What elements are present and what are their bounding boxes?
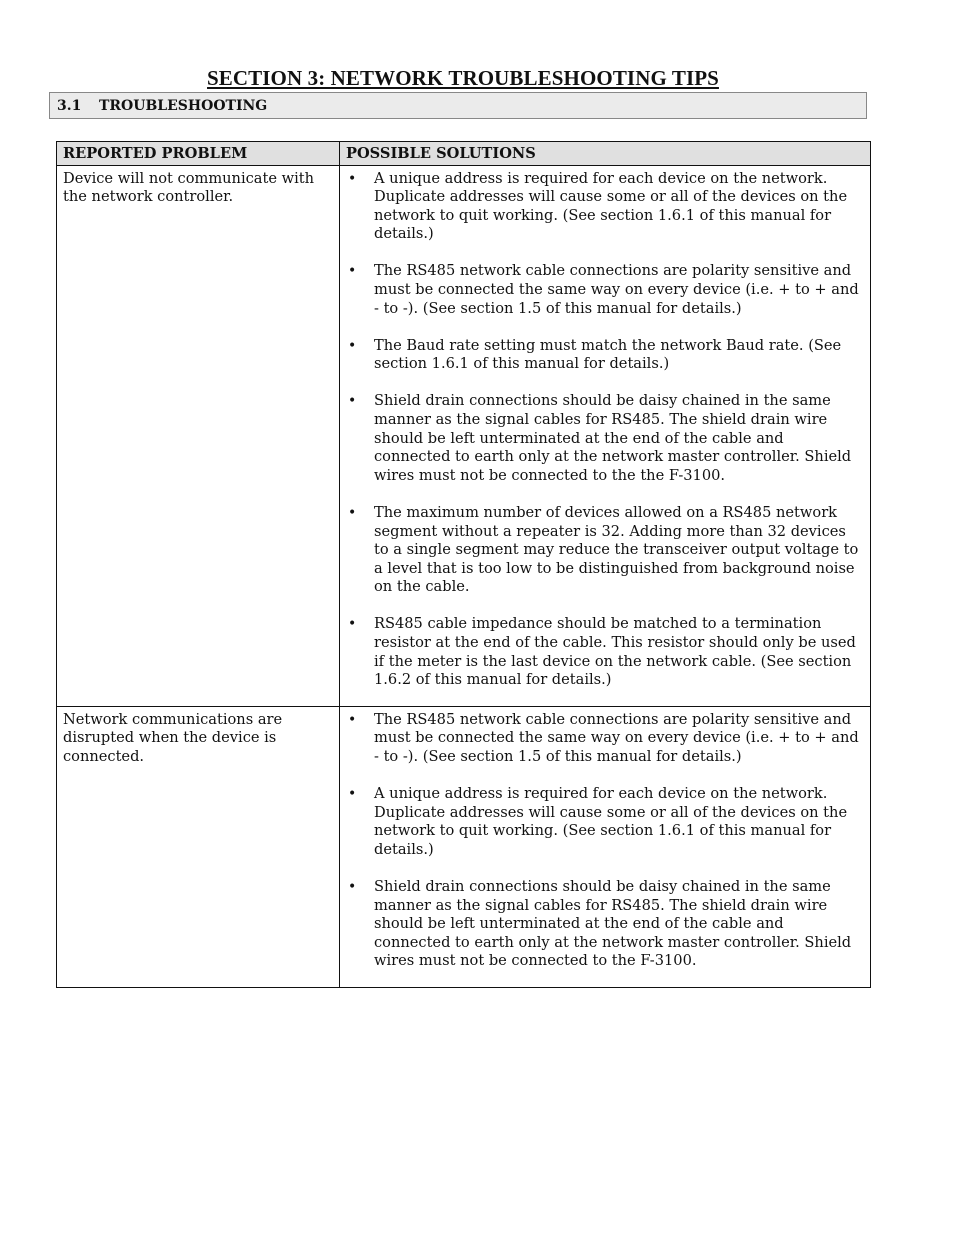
solution-item <box>346 615 864 689</box>
bullet-icon: • <box>348 170 357 187</box>
bullet-icon: • <box>348 504 357 521</box>
subsection-number: 3.1 <box>57 97 82 114</box>
bullet-icon: • <box>348 263 357 280</box>
solution-text: The Baud rate setting must match the network Baud rate. (See section 1.6.1 of this manual for details.) <box>374 336 842 373</box>
solution-item <box>346 392 864 485</box>
subsection-title: TROUBLESHOOTING <box>99 97 268 114</box>
solution-item <box>346 262 864 318</box>
table-header-row <box>57 142 871 166</box>
solution-item <box>346 785 864 859</box>
bullet-icon: • <box>348 711 357 728</box>
solution-item <box>346 337 864 374</box>
solution-text: Shield drain connections should be daisy chained in the same manner as the signal cables for RS485. The shield drain wire should be left unterminated at the end of the cable and connected to earth only at the network master controller. Shield wires must not be connected to the the F-3100. <box>374 392 852 484</box>
solution-item <box>346 878 864 971</box>
bullet-icon: • <box>348 616 357 633</box>
bullet-icon: • <box>348 786 357 803</box>
solution-list <box>346 170 864 690</box>
subsection-heading <box>49 92 867 119</box>
solution-list <box>346 711 864 971</box>
solution-item <box>346 504 864 597</box>
solution-text: The RS485 network cable connections are polarity sensitive and must be connected the same way on every device (i.e. + to + and - to -). (See section 1.5 of this manual for details.) <box>374 710 859 765</box>
troubleshooting-table <box>56 141 871 988</box>
table-row <box>57 706 871 987</box>
header-possible-solutions: POSSIBLE SOLUTIONS <box>340 142 871 166</box>
solution-item <box>346 711 864 767</box>
bullet-icon: • <box>348 393 357 410</box>
solution-item <box>346 170 864 244</box>
table-row <box>57 165 871 706</box>
solution-text: A unique address is required for each device on the network. Duplicate addresses will cause some or all of the devices on the network to quit working. (See section 1.6.1 of this manual for details.) <box>374 169 848 243</box>
bullet-icon: • <box>348 878 357 895</box>
solutions-cell <box>340 165 871 706</box>
solution-text: RS485 cable impedance should be matched to a termination resistor at the end of the cable. This resistor should only be used if the meter is the last device on the network cable. (See section 1.6.2 of this manual for details.) <box>374 615 856 689</box>
bullet-icon: • <box>348 337 357 354</box>
header-reported-problem: REPORTED PROBLEM <box>57 142 340 166</box>
section-title: SECTION 3: NETWORK TROUBLESHOOTING TIPS <box>207 66 719 91</box>
solutions-cell <box>340 706 871 987</box>
solution-text: The maximum number of devices allowed on a RS485 network segment without a repeater is 32. Adding more than 32 devices to a single segment may reduce the transceiver output voltage to a level that is too low to be distinguished from background noise on the cable. <box>374 503 859 596</box>
problem-cell: Network communications are disrupted when the device is connected. <box>57 706 340 987</box>
solution-text: The RS485 network cable connections are polarity sensitive and must be connected the same way on every device (i.e. + to + and - to -). (See section 1.5 of this manual for details.) <box>374 262 859 317</box>
solution-text: Shield drain connections should be daisy chained in the same manner as the signal cables for RS485. The shield drain wire should be left unterminated at the end of the cable and connected to earth only at the network master controller. Shield wires must not be connected to the F-3100. <box>374 877 852 970</box>
problem-cell: Device will not communicate with the network controller. <box>57 165 340 706</box>
solution-text: A unique address is required for each device on the network. Duplicate addresses will cause some or all of the devices on the network to quit working. (See section 1.6.1 of this manual for details.) <box>374 785 848 858</box>
